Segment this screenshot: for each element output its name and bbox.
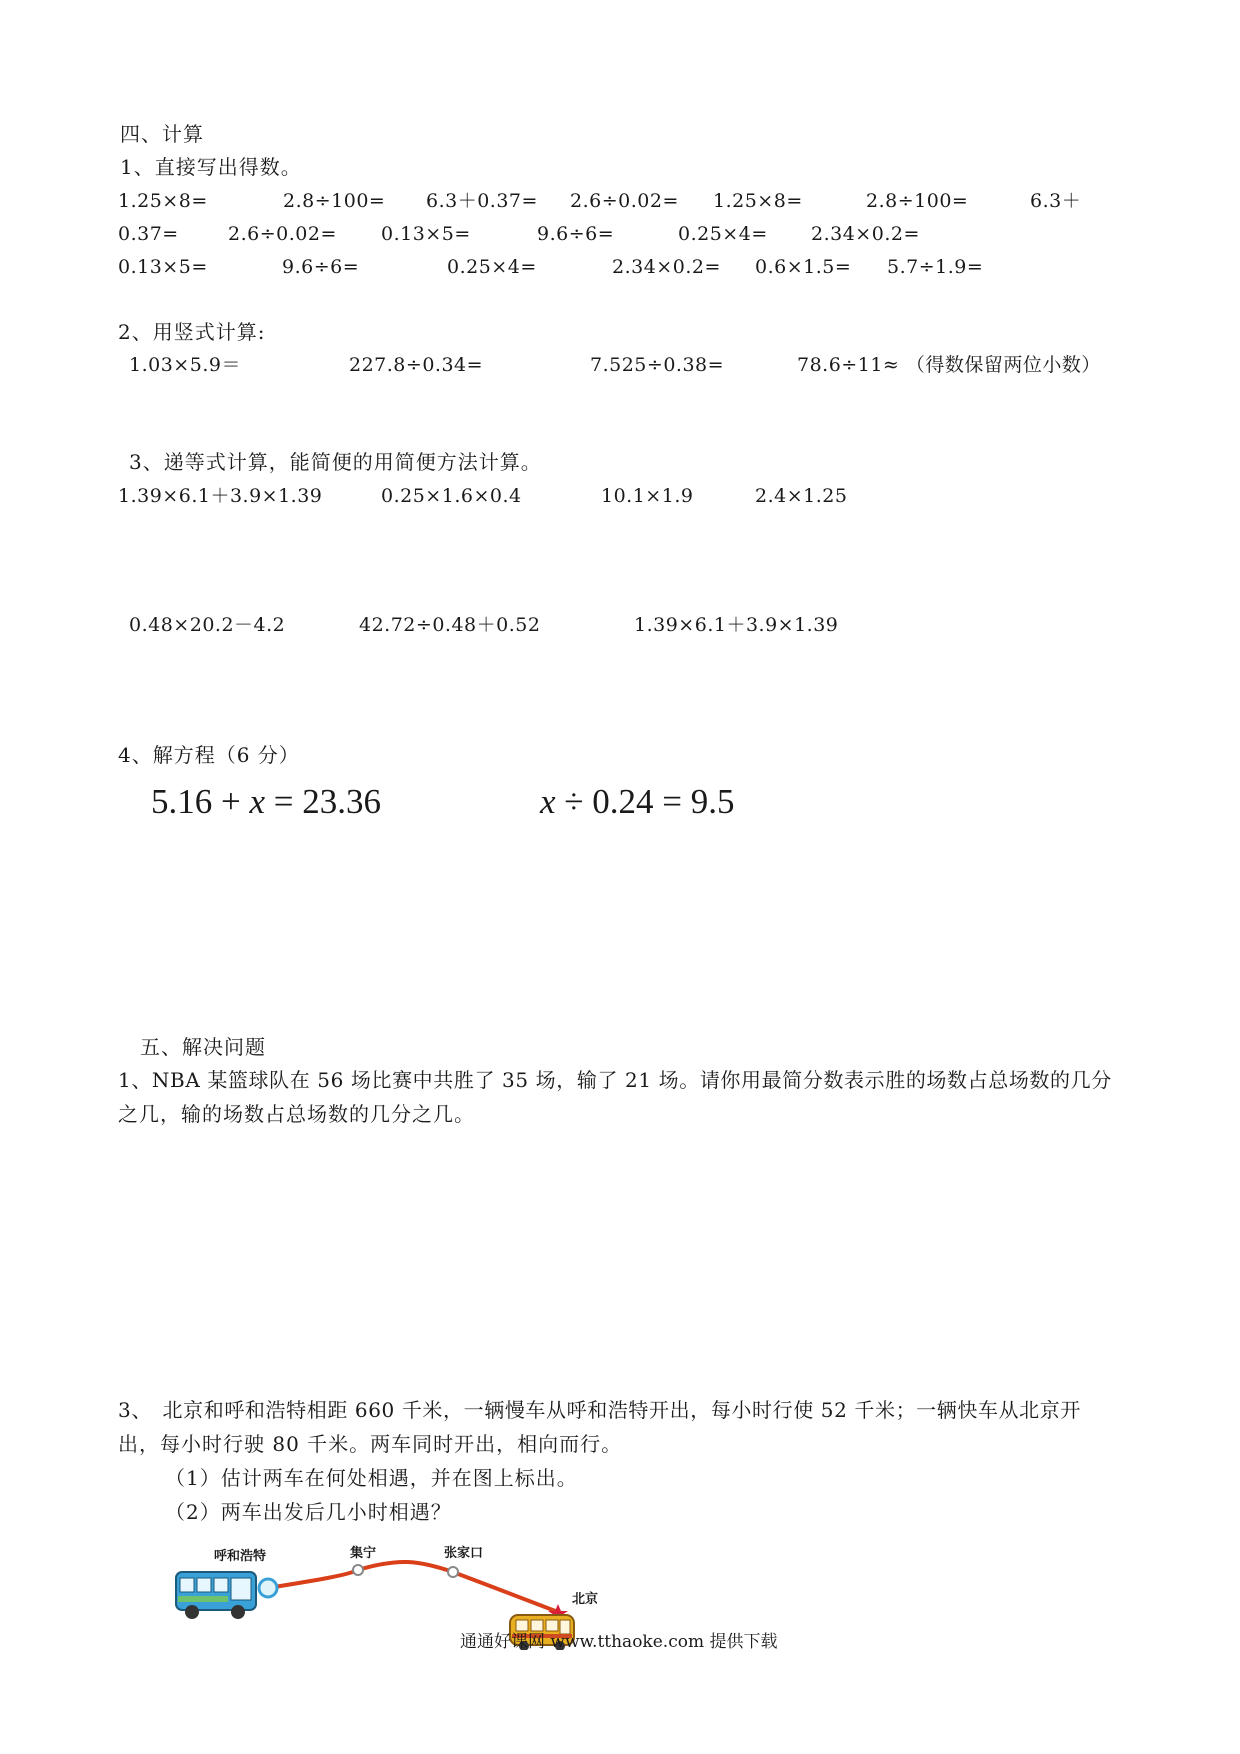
q4-title: 4、解方程（6 分） [118, 743, 300, 767]
problem: 5.7÷1.9= [887, 256, 984, 278]
bus-icon-left [176, 1572, 256, 1619]
problem: 2.8÷100= [283, 190, 386, 212]
station-marker-jining [353, 1565, 363, 1575]
eq2-divide: ÷ [564, 782, 584, 821]
problem: 0.25×4= [447, 256, 537, 278]
problem: 0.25×1.6×0.4 [381, 485, 522, 507]
problem: 9.6÷6= [537, 223, 615, 245]
city-label-mid2: 张家口 [444, 1546, 484, 1561]
start-station-marker [259, 1579, 277, 1597]
city-label-start: 呼和浩特 [214, 1549, 267, 1564]
eq1-a: 5.16 [151, 782, 213, 821]
problem: 6.3＋0.37= [426, 190, 538, 212]
problem: 2.6÷0.02= [570, 190, 679, 212]
problem: 42.72÷0.48＋0.52 [359, 614, 541, 636]
problem: 0.25×4= [678, 223, 768, 245]
eq1-b: 23.36 [302, 782, 382, 821]
problem-1-line2: 之几，输的场数占总场数的几分之几。 [118, 1102, 475, 1126]
eq1-x: x [249, 782, 266, 821]
problem: 2.34×0.2= [612, 256, 721, 278]
station-marker-zhangjiakou [448, 1567, 458, 1577]
problem: 0.13×5= [118, 256, 208, 278]
problem: 1.39×6.1＋3.9×1.39 [118, 485, 323, 507]
eq1-equals: = [273, 782, 294, 821]
city-label-mid1: 集宁 [350, 1546, 377, 1561]
equation-1 [151, 782, 381, 822]
problem: 0.13×5= [381, 223, 471, 245]
eq2-x: x [540, 782, 556, 821]
problem: 1.03×5.9＝ [129, 354, 241, 376]
eq2-a: 0.24 [592, 782, 654, 821]
problem-3-line1: 3、 北京和呼和浩特相距 660 千米，一辆慢车从呼和浩特开出，每小时行使 52 千米；一辆快车从北京开 [118, 1398, 1081, 1422]
q1-title: 1、直接写出得数。 [120, 155, 302, 179]
sub-question-2: （2）两车出发后几小时相遇？ [165, 1500, 452, 1524]
route-line [268, 1562, 558, 1612]
problem: 10.1×1.9 [601, 485, 694, 507]
eq1-plus: + [221, 782, 241, 821]
problem: 9.6÷6= [282, 256, 360, 278]
city-label-end: 北京 [572, 1592, 599, 1607]
problem: 2.4×1.25 [755, 485, 848, 507]
problem: 0.48×20.2－4.2 [129, 614, 286, 636]
problem-1-line1: 1、NBA 某篮球队在 56 场比赛中共胜了 35 场，输了 21 场。请你用最简分数表示胜的场数占总场数的几分 [118, 1068, 1112, 1092]
problem: 0.6×1.5= [755, 256, 852, 278]
q3-title: 3、递等式计算，能简便的用简便方法计算。 [129, 450, 542, 474]
section4-title: 四、计算 [120, 122, 204, 146]
eq2-b: 9.5 [690, 782, 735, 821]
problem: 227.8÷0.34= [349, 354, 484, 376]
q2-title: 2、用竖式计算: [118, 320, 266, 344]
problem-3-line2: 出，每小时行驶 80 千米。两车同时开出，相向而行。 [118, 1432, 623, 1456]
problem: 2.6÷0.02= [228, 223, 337, 245]
footer-text: 通通好课网 www.tthaoke.com 提供下载 [460, 1632, 778, 1652]
section5-title: 五、解决问题 [140, 1035, 266, 1059]
equation-2 [540, 782, 735, 822]
problem: 1.25×8= [713, 190, 803, 212]
problem: 2.8÷100= [866, 190, 969, 212]
problem: 6.3＋ [1030, 190, 1082, 212]
problem: 7.525÷0.38= [590, 354, 725, 376]
problem: 78.6÷11≈ （得数保留两位小数） [797, 354, 1101, 376]
eq2-equals: = [662, 782, 683, 821]
sub-question-1: （1）估计两车在何处相遇，并在图上标出。 [165, 1466, 578, 1490]
problem: 1.39×6.1＋3.9×1.39 [634, 614, 839, 636]
problem: 2.34×0.2= [811, 223, 920, 245]
problem: 1.25×8= [118, 190, 208, 212]
problem: 0.37= [118, 223, 179, 245]
